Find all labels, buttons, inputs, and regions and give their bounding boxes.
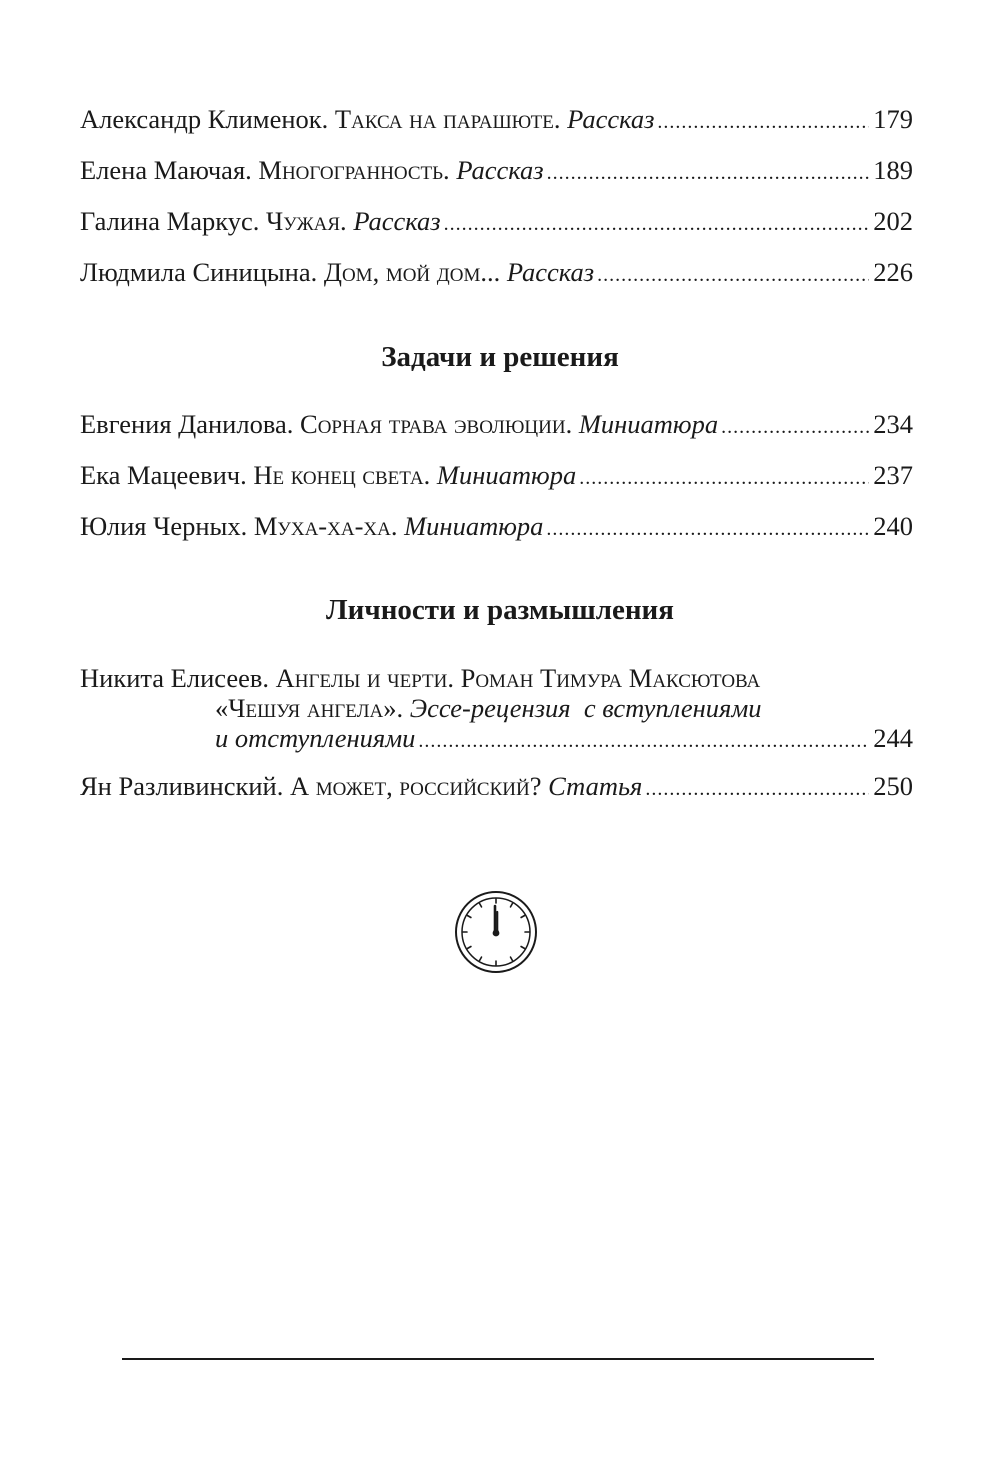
dot-leader	[645, 774, 869, 804]
toc-entry	[80, 511, 913, 544]
entry-author: Елена Маючая.	[80, 155, 252, 185]
toc-entry	[80, 104, 913, 137]
toc-entry	[80, 206, 913, 239]
entry-genre: Эссе-рецензия с вступлениями	[409, 693, 762, 723]
entry-genre: Статья	[548, 771, 643, 801]
dot-leader	[597, 260, 869, 290]
entry-genre: Рассказ	[506, 257, 595, 287]
entry-title: Многогранность.	[258, 155, 450, 185]
entry-title: А может, российский?	[289, 771, 542, 801]
entry-page: 189	[873, 155, 913, 185]
entry-title: Чужая.	[265, 206, 347, 236]
entry-genre: Миниатюра	[404, 511, 544, 541]
dot-leader	[444, 209, 870, 239]
entry-page: 179	[873, 104, 913, 134]
entry-author: Александр Клименок.	[80, 104, 329, 134]
entry-title: Дом, мой дом...	[323, 257, 501, 287]
entry-title: Сорная трава эволюции.	[300, 409, 573, 439]
entry-genre: Рассказ	[353, 206, 441, 236]
entry-page: 250	[873, 771, 913, 801]
dot-leader	[579, 463, 869, 493]
entry-author: Галина Маркус.	[80, 206, 260, 236]
entry-page: 237	[873, 460, 913, 490]
section-heading: Личности и размышления	[326, 594, 674, 626]
entry-title-continued: «Чешуя ангела».	[215, 693, 404, 723]
entry-author: Людмила Синицына.	[80, 257, 318, 287]
dot-leader	[547, 158, 870, 188]
entry-title: Ангелы и черти. Роман Тимура Максютова	[275, 663, 761, 693]
entry-genre-continued: и отступлениями	[215, 723, 416, 753]
entry-page: 234	[873, 409, 913, 439]
toc-entry	[80, 155, 913, 188]
dot-leader	[418, 726, 869, 756]
clock-icon	[454, 890, 538, 974]
dot-leader	[657, 107, 869, 137]
entry-author: Юлия Черных.	[80, 511, 248, 541]
toc-entry	[80, 771, 913, 804]
toc-entry	[80, 460, 913, 493]
entry-page: 226	[873, 257, 913, 287]
bottom-rule	[122, 1358, 874, 1360]
entry-genre: Рассказ	[567, 104, 655, 134]
section-heading: Задачи и решения	[381, 341, 619, 373]
dot-leader	[546, 514, 869, 544]
dot-leader	[721, 412, 869, 442]
entry-page: 244	[873, 723, 913, 753]
entry-genre: Миниатюра	[436, 460, 577, 490]
entry-genre: Рассказ	[456, 155, 544, 185]
entry-author: Никита Елисеев.	[80, 663, 270, 693]
entry-title: Муха-ха-ха.	[253, 511, 398, 541]
toc-entry	[80, 257, 913, 290]
entry-title: Такса на парашюте.	[334, 104, 561, 134]
entry-title: Не конец света.	[253, 460, 431, 490]
entry-page: 240	[873, 511, 913, 541]
entry-author: Ека Мацеевич.	[80, 460, 247, 490]
entry-page: 202	[873, 206, 913, 236]
entry-author: Евгения Данилова.	[80, 409, 294, 439]
toc-entry-multiline	[80, 663, 913, 756]
entry-genre: Миниатюра	[578, 409, 719, 439]
toc-entry	[80, 409, 913, 442]
entry-author: Ян Разливинский.	[80, 771, 284, 801]
